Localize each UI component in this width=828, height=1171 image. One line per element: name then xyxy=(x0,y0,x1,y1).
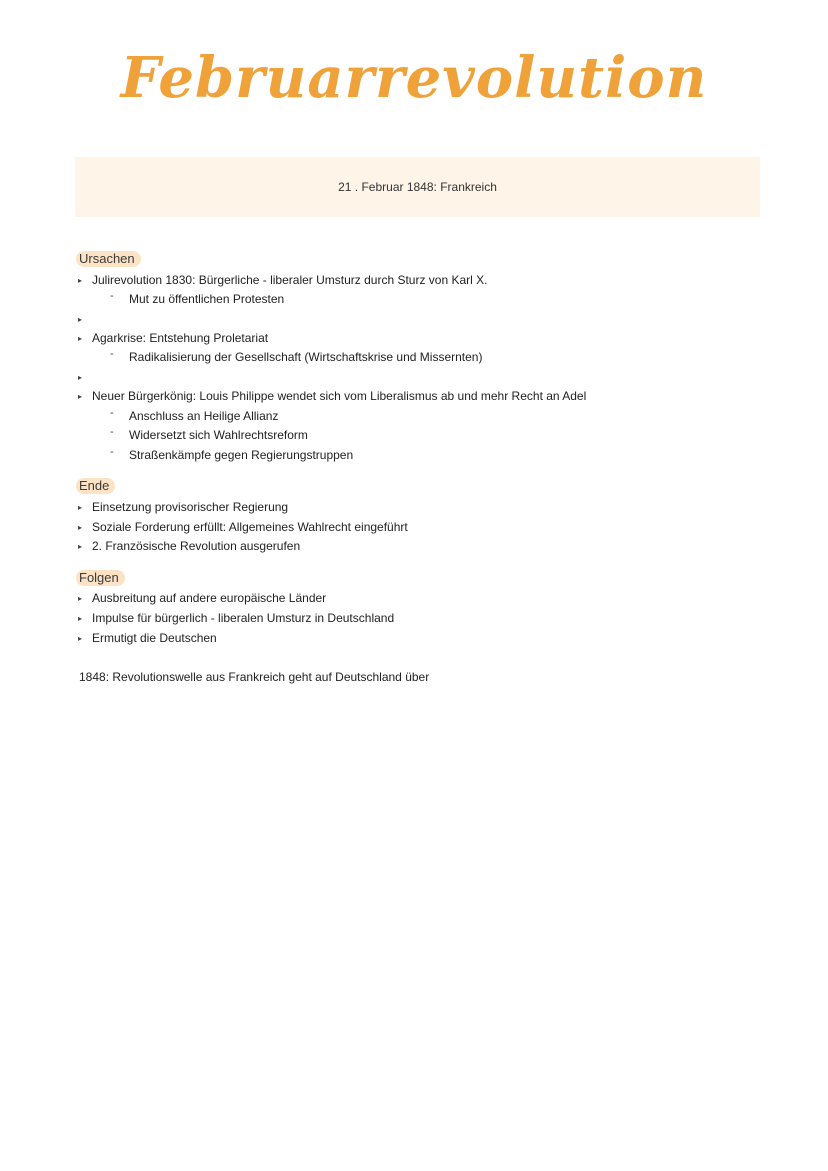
sub-list-item: - Mut zu öffentlichen Protesten xyxy=(92,290,756,310)
list-item: ▸ Soziale Forderung erfüllt: Allgemeines Wahlrecht eingeführt xyxy=(76,518,756,538)
spacer xyxy=(76,310,756,329)
sub-list xyxy=(92,348,756,368)
bullet-text: Neuer Bürgerkönig: Louis Philippe wendet sich vom Liberalismus ab und mehr Recht an Adel xyxy=(92,388,587,403)
list-item: ▸ Ausbreitung auf andere europäische Länder xyxy=(76,589,756,609)
sub-list-item: - Anschluss an Heilige Allianz xyxy=(92,407,756,427)
list-item xyxy=(76,271,756,310)
list-item: ▸ Ermutigt die Deutschen xyxy=(76,629,756,649)
sub-list-item: - Straßenkämpfe gegen Regierungstruppen xyxy=(92,446,756,466)
spacer xyxy=(76,368,756,387)
page-title: Februarrevolution xyxy=(120,45,708,111)
sub-list-item: - Widersetzt sich Wahlrechtsreform xyxy=(92,426,756,446)
final-note: 1848: Revolutionswelle aus Frankreich geht auf Deutschland über xyxy=(79,670,430,685)
list-item xyxy=(76,329,756,368)
date-text: 21 . Februar 1848: Frankreich xyxy=(338,180,497,194)
date-banner xyxy=(75,157,760,217)
list-item: ▸ Einsetzung provisorischer Regierung xyxy=(76,498,756,518)
sub-list xyxy=(92,290,756,310)
section-ende xyxy=(76,477,756,556)
sub-list-item: - Radikalisierung der Gesellschaft (Wirtschaftskrise und Missernten) xyxy=(92,348,756,368)
list-item: ▸ Impulse für bürgerlich - liberalen Umsturz in Deutschland xyxy=(76,609,756,629)
section-folgen xyxy=(76,569,756,648)
ende-list xyxy=(76,498,756,557)
section-ursachen xyxy=(76,250,756,465)
section-heading-folgen: Folgen xyxy=(76,570,125,586)
ursachen-list xyxy=(76,271,756,466)
section-heading-ursachen: Ursachen xyxy=(76,251,141,267)
bullet-text: Agarkrise: Entstehung Proletariat xyxy=(92,330,269,345)
folgen-list xyxy=(76,589,756,648)
sub-list xyxy=(92,407,756,466)
notes-content xyxy=(76,250,756,688)
list-item: ▸ 2. Französische Revolution ausgerufen xyxy=(76,537,756,557)
bullet-text: Julirevolution 1830: Bürgerliche - liberaler Umsturz durch Sturz von Karl X. xyxy=(92,272,488,287)
section-heading-ende: Ende xyxy=(76,478,115,494)
list-item xyxy=(76,387,756,465)
